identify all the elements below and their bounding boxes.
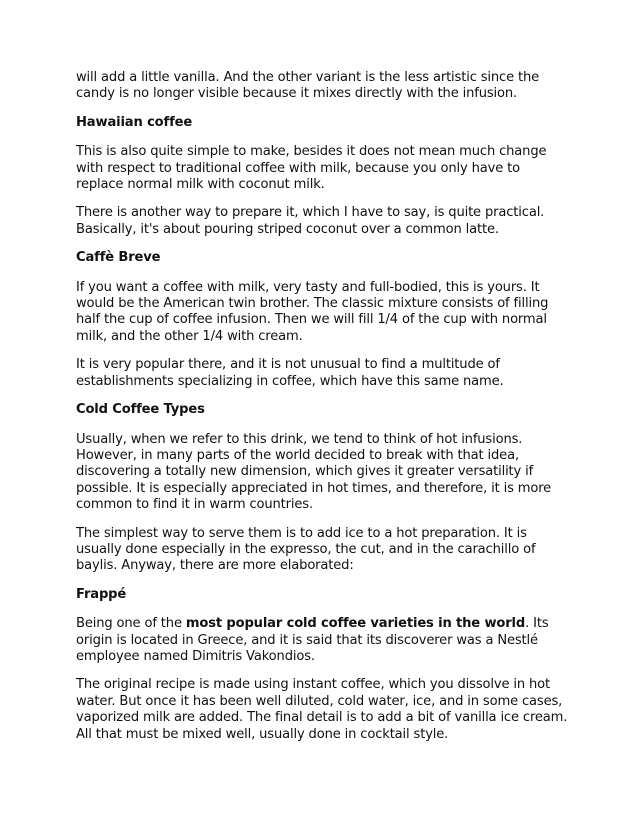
heading-frappe: Frappé [76,586,127,602]
frappe-text-start: Being one of the [76,616,186,632]
paragraph-hawaiian-2: There is another way to prepare it, which I have to say, is quite practical. Basically, it's about pouring striped coconut over a common latte. [76,205,545,237]
paragraph-cold-2: The simplest way to serve them is to add ice to a hot preparation. It is usually done especially in the expresso, the cut, and in the carachillo of baylis. Anyway, there are more elaborated: [76,525,536,574]
heading-hawaiian-coffee: Hawaiian coffee [76,114,193,130]
paragraph-breve-2: It is very popular there, and it is not unusual to find a multitude of establishments specializing in coffee, which have this same name. [76,357,504,389]
paragraph-hawaiian-1: This is also quite simple to make, besides it does not mean much change with respect to traditional coffee with milk, because you only have to replace normal milk with coconut milk. [76,144,547,193]
paragraph-breve-1: If you want a coffee with milk, very tasty and full-bodied, this is yours. It would be the American twin brother. The classic mixture consists of filling half the cup of coffee infusion. Then we will fill 1/4 of the cup with normal milk, and the other 1/4 with cream. [76,279,549,344]
heading-caffe-breve: Caffè Breve [76,250,161,266]
heading-cold-coffee-types: Cold Coffee Types [76,402,205,418]
frappe-text-bold: most popular cold coffee varieties in the world [185,616,526,632]
paragraph-vanilla-intro: will add a little vanilla. And the other variant is the less artistic since the candy is no longer visible because it mixes directly with the infusion. [76,70,540,102]
paragraph-frappe-1 [76,616,568,665]
paragraph-frappe-2: The original recipe is made using instant coffee, which you dissolve in hot water. But once it has been well diluted, cold water, ice, and in some cases, vaporized milk are added. The final detail is to add a bit of vanilla ice cream. All that must be mixed well, usually done in cocktail style. [76,677,568,742]
frappe-text-end: . Its origin is located in Greece, and it is said that its discoverer was a Nestlé employee named Dimitris Vakondios. [76,616,549,664]
document-page [76,70,568,755]
paragraph-cold-1: Usually, when we refer to this drink, we tend to think of hot infusions. However, in many parts of the world decided to break with that idea, discovering a totally new dimension, which gives it greater versatility if possible. It is especially appreciated in hot times, and therefore, it is more common to find it in warm countries. [76,431,552,513]
